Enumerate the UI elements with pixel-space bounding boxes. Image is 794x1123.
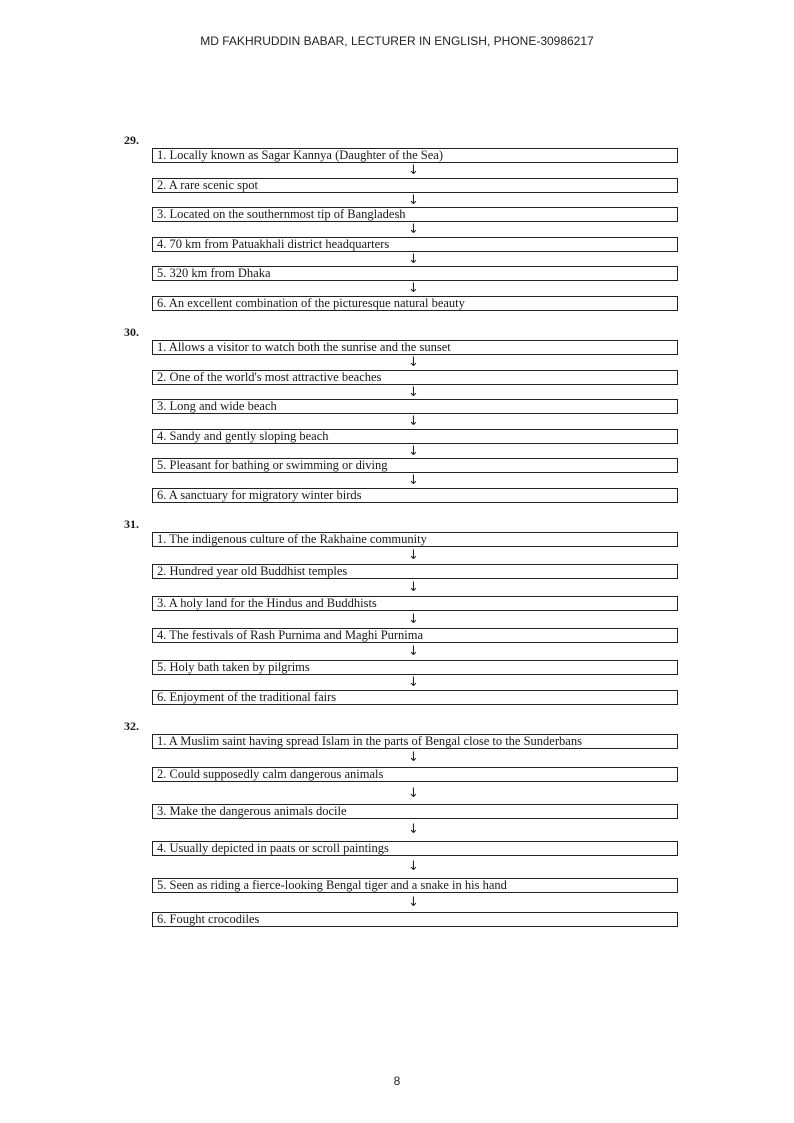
down-arrow-icon: ↓ — [408, 444, 419, 459]
flow-box-32-2: 2. Could supposedly calm dangerous animals — [152, 767, 678, 782]
flow-box-30-4: 4. Sandy and gently sloping beach — [152, 429, 678, 444]
down-arrow-icon: ↓ — [408, 414, 419, 429]
flow-box-30-3: 3. Long and wide beach — [152, 399, 678, 414]
down-arrow-icon: ↓ — [408, 859, 419, 874]
flow-box-31-1: 1. The indigenous culture of the Rakhaine community — [152, 532, 678, 547]
flow-box-29-5: 5. 320 km from Dhaka — [152, 266, 678, 281]
down-arrow-icon: ↓ — [408, 473, 419, 488]
down-arrow-icon: ↓ — [408, 281, 419, 296]
down-arrow-icon: ↓ — [408, 355, 419, 370]
question-number-32: 32. — [124, 719, 139, 733]
flow-box-32-6: 6. Fought crocodiles — [152, 912, 678, 927]
down-arrow-icon: ↓ — [408, 580, 419, 595]
flow-box-32-1: 1. A Muslim saint having spread Islam in the parts of Bengal close to the Sunderbans — [152, 734, 678, 749]
down-arrow-icon: ↓ — [408, 786, 419, 801]
flow-box-29-6: 6. An excellent combination of the picturesque natural beauty — [152, 296, 678, 311]
question-number-29: 29. — [124, 133, 139, 147]
flow-box-29-4: 4. 70 km from Patuakhali district headquarters — [152, 237, 678, 252]
flow-box-31-3: 3. A holy land for the Hindus and Buddhists — [152, 596, 678, 611]
down-arrow-icon: ↓ — [408, 252, 419, 267]
question-number-31: 31. — [124, 517, 139, 531]
flow-box-31-6: 6. Enjoyment of the traditional fairs — [152, 690, 678, 705]
down-arrow-icon: ↓ — [408, 222, 419, 237]
down-arrow-icon: ↓ — [408, 548, 419, 563]
down-arrow-icon: ↓ — [408, 895, 419, 910]
flow-box-30-1: 1. Allows a visitor to watch both the sunrise and the sunset — [152, 340, 678, 355]
flow-box-31-2: 2. Hundred year old Buddhist temples — [152, 564, 678, 579]
down-arrow-icon: ↓ — [408, 644, 419, 659]
down-arrow-icon: ↓ — [408, 163, 419, 178]
down-arrow-icon: ↓ — [408, 822, 419, 837]
flow-box-32-5: 5. Seen as riding a fierce-looking Bengal tiger and a snake in his hand — [152, 878, 678, 893]
flow-box-31-5: 5. Holy bath taken by pilgrims — [152, 660, 678, 675]
flow-box-31-4: 4. The festivals of Rash Purnima and Maghi Purnima — [152, 628, 678, 643]
down-arrow-icon: ↓ — [408, 675, 419, 690]
page-header: MD FAKHRUDDIN BABAR, LECTURER IN ENGLISH, PHONE-30986217 — [200, 34, 594, 48]
flow-box-29-1: 1. Locally known as Sagar Kannya (Daughter of the Sea) — [152, 148, 678, 163]
down-arrow-icon: ↓ — [408, 612, 419, 627]
flow-box-32-3: 3. Make the dangerous animals docile — [152, 804, 678, 819]
question-number-30: 30. — [124, 325, 139, 339]
flow-box-29-3: 3. Located on the southernmost tip of Bangladesh — [152, 207, 678, 222]
flow-box-30-5: 5. Pleasant for bathing or swimming or diving — [152, 458, 678, 473]
flow-box-30-6: 6. A sanctuary for migratory winter birds — [152, 488, 678, 503]
flow-box-32-4: 4. Usually depicted in paats or scroll paintings — [152, 841, 678, 856]
down-arrow-icon: ↓ — [408, 750, 419, 765]
page-number: 8 — [393, 1074, 401, 1088]
flow-box-30-2: 2. One of the world's most attractive beaches — [152, 370, 678, 385]
down-arrow-icon: ↓ — [408, 193, 419, 208]
flow-box-29-2: 2. A rare scenic spot — [152, 178, 678, 193]
down-arrow-icon: ↓ — [408, 385, 419, 400]
